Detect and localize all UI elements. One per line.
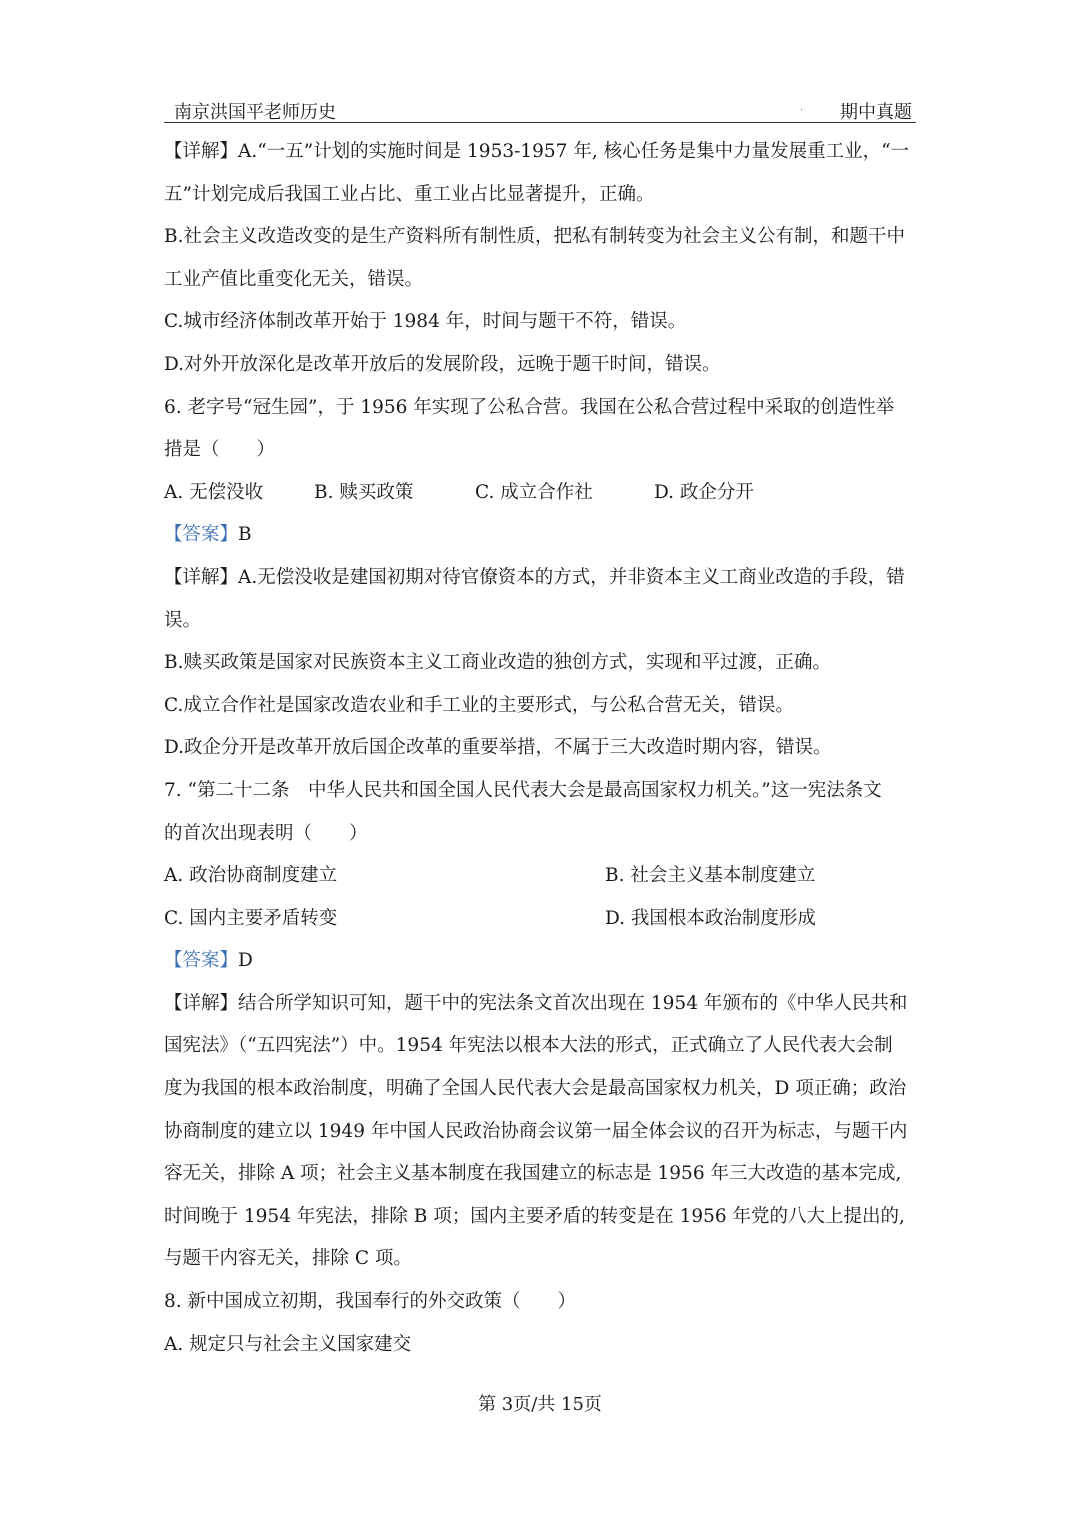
header-title: 期中真题 xyxy=(840,102,912,123)
q7-detail-line: 国宪法》（“五四宪法”）中。1954 年宪法以根本大法的形式，正式确立了人民代表大会制 xyxy=(164,1035,893,1057)
q6-options xyxy=(164,472,918,515)
header-author: 南京洪国平老师历史 xyxy=(174,102,336,123)
q5-detail-line: C.城市经济体制改革开始于 1984 年，时间与题干不符，错误。 xyxy=(164,311,687,333)
header-dot: . xyxy=(800,102,804,113)
q5-detail-line: 【详解】A.“一五”计划的实施时间是 1953-1957 年, 核心任务是集中力量发展重工业，“一 xyxy=(164,141,910,162)
q5-detail-line: B.社会主义改造改变的是生产资料所有制性质，把私有制转变为社会主义公有制，和题干中 xyxy=(164,226,905,248)
q7-option-d: D. 我国根本政治制度形成 xyxy=(605,907,816,929)
q7-stem: 的首次出现表明（ ） xyxy=(164,822,368,844)
answer-tag: 【答案】 xyxy=(164,524,239,546)
q6-stem: 6. 老字号“冠生园”，于 1956 年实现了公私合营。我国在公私合营过程中采取的创造性举 xyxy=(164,396,895,418)
q6-detail-line: 误。 xyxy=(164,609,202,631)
q6-option-d: D. 政企分开 xyxy=(654,481,754,503)
q7-options-row xyxy=(164,898,918,941)
q7-detail-line: 度为我国的根本政治制度，明确了全国人民代表大会是最高国家权力机关，D 项正确；政治 xyxy=(164,1078,907,1100)
q8-stem: 8. 新中国成立初期，我国奉行的外交政策（ ） xyxy=(164,1291,577,1313)
q7-stem: 7. “第二十二条 中华人民共和国全国人民代表大会是最高国家权力机关。”这一宪法条文 xyxy=(164,779,882,801)
q6-option-b: B. 赎买政策 xyxy=(314,481,414,503)
q7-detail-line: 与题干内容无关，排除 C 项。 xyxy=(164,1248,412,1270)
document-body xyxy=(164,131,918,1366)
q7-detail-line: 时间晚于 1954 年宪法，排除 B 项；国内主要矛盾的转变是在 1956 年党的八大上提出的, xyxy=(164,1205,905,1227)
answer-tag: 【答案】 xyxy=(164,950,239,972)
q7-detail-line: 协商制度的建立以 1949 年中国人民政治协商会议第一届全体会议的召开为标志，与题干内 xyxy=(164,1120,908,1142)
page-footer: 第 3页/共 15页 xyxy=(478,1394,602,1415)
q6-option-c: C. 成立合作社 xyxy=(475,481,593,503)
q8-option-a: A. 规定只与社会主义国家建交 xyxy=(164,1333,412,1355)
q6-detail-line: D.政企分开是改革开放后国企改革的重要举措，不属于三大改造时期内容，错误。 xyxy=(164,737,832,759)
page-header xyxy=(164,96,916,123)
q5-detail-line: 工业产值比重变化无关，错误。 xyxy=(164,268,424,290)
q6-stem: 措是（ ） xyxy=(164,439,276,461)
q6-option-a: A. 无偿没收 xyxy=(164,481,264,503)
answer-value: D xyxy=(238,950,253,972)
q7-option-b: B. 社会主义基本制度建立 xyxy=(605,865,816,887)
q7-detail-line: 容无关，排除 A 项；社会主义基本制度在我国建立的标志是 1956 年三大改造的基本完成, xyxy=(164,1163,902,1185)
q6-detail-line: 【详解】A.无偿没收是建国初期对待官僚资本的方式，并非资本主义工商业改造的手段，错 xyxy=(164,566,905,588)
q7-option-c: C. 国内主要矛盾转变 xyxy=(164,907,338,929)
q6-answer xyxy=(164,514,918,557)
q7-detail-line: 【详解】结合所学知识可知，题干中的宪法条文首次出现在 1954 年颁布的《中华人民共和 xyxy=(164,992,908,1014)
q6-detail-line: B.赎买政策是国家对民族资本主义工商业改造的独创方式，实现和平过渡，正确。 xyxy=(164,652,831,674)
q7-option-a: A. 政治协商制度建立 xyxy=(164,865,338,887)
q7-options-row xyxy=(164,855,918,898)
answer-value: B xyxy=(238,524,252,546)
q5-detail-line: 五”计划完成后我国工业占比、重工业占比显著提升，正确。 xyxy=(164,183,655,205)
q5-detail-line: D.对外开放深化是改革开放后的发展阶段，远晚于题干时间，错误。 xyxy=(164,353,721,375)
q6-detail-line: C.成立合作社是国家改造农业和手工业的主要形式，与公私合营无关，错误。 xyxy=(164,694,794,716)
q7-answer xyxy=(164,940,918,983)
